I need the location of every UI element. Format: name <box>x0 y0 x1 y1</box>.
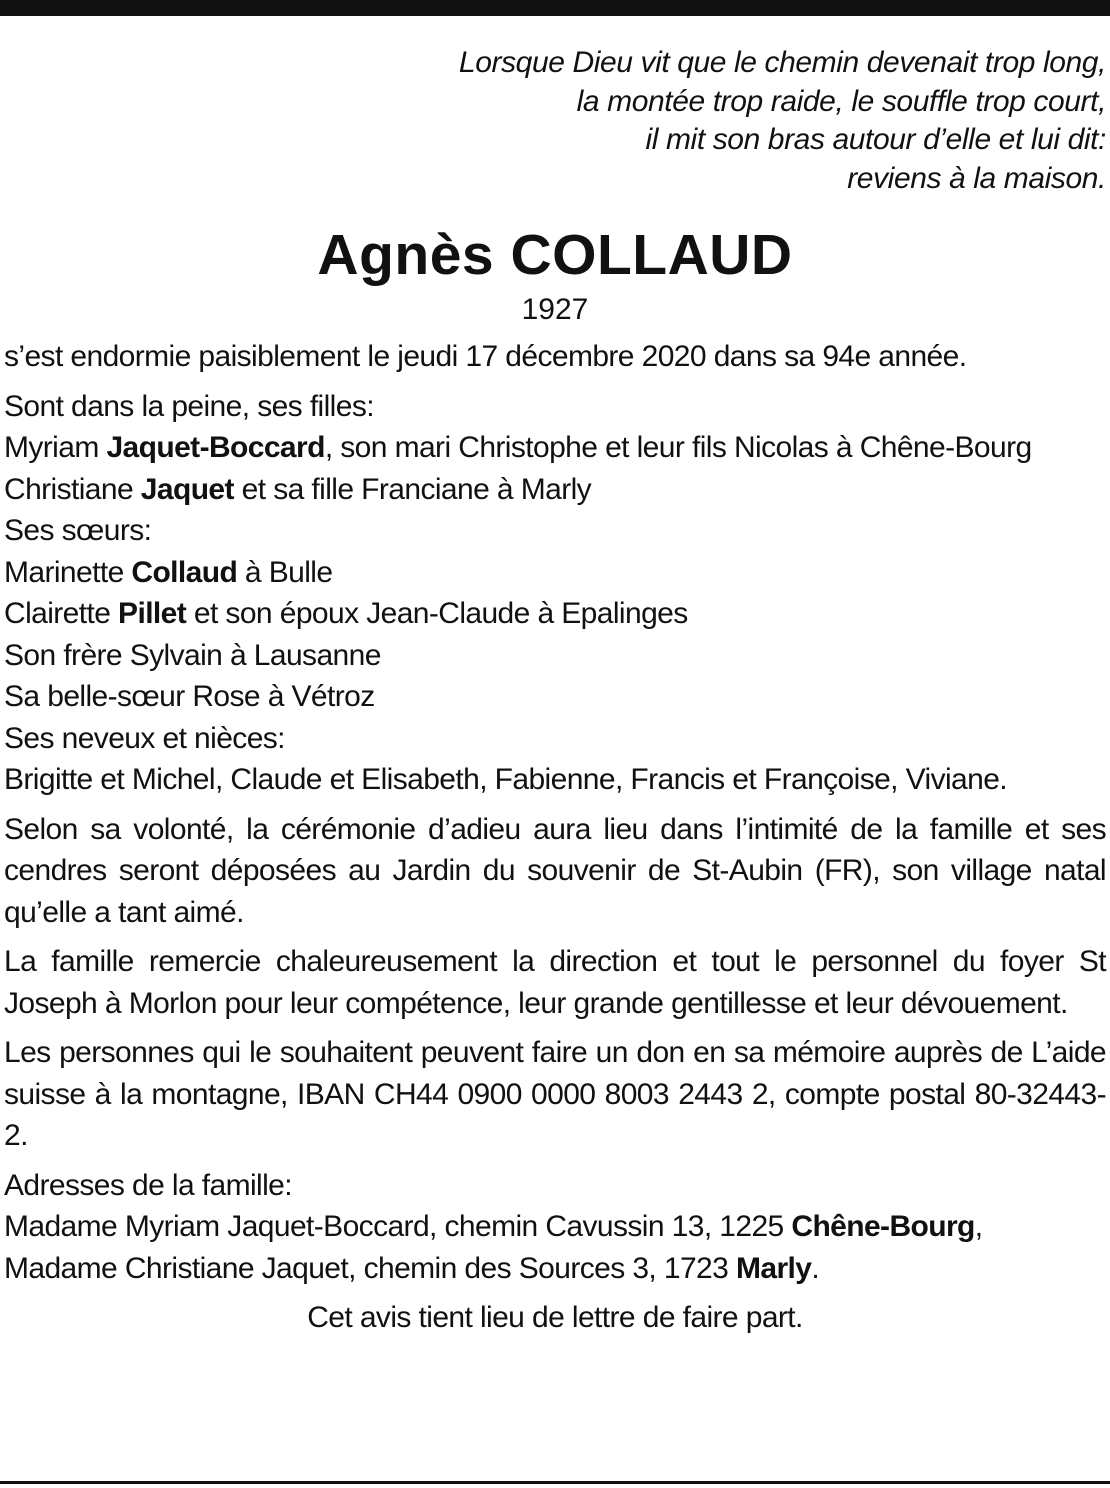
bottom-border <box>0 1481 1110 1484</box>
addresses-heading: Adresses de la famille: <box>4 1168 293 1202</box>
address-city: Chêne-Bourg <box>791 1210 975 1243</box>
address-city: Marly <box>735 1251 812 1285</box>
nephews-heading: Ses neveux et nièces: <box>4 721 285 755</box>
surname: Pillet <box>118 597 187 630</box>
donation-paragraph: Les personnes qui le souhaitent peuvent faire un don en sa mémoire auprès de L’aide suisse à la montagne, IBAN CH44 0900 0000 8003 2443 2, compte postal 80-32443-2. <box>4 1036 1106 1152</box>
content <box>4 44 1106 1339</box>
member-details: , son mari Christophe et leur fils Nicolas à Chêne-Bourg <box>324 431 1032 464</box>
announcement: s’est endormie paisiblement le jeudi 17 décembre 2020 dans sa 94e année. <box>4 340 967 373</box>
surname: Collaud <box>131 555 238 589</box>
sisters-heading: Ses sœurs: <box>4 514 152 547</box>
family-member <box>4 552 1106 594</box>
daughters-heading: Sont dans la peine, ses filles: <box>4 389 374 423</box>
first-name: Myriam <box>4 431 107 464</box>
member-details: à Bulle <box>237 555 333 589</box>
poem-line: il mit son bras autour d’elle et lui dit: <box>645 123 1106 156</box>
family-address <box>4 1248 1106 1290</box>
family-member: Sa belle-sœur Rose à Vétroz <box>4 680 375 713</box>
first-name: Marinette <box>4 555 132 589</box>
address-end: . <box>811 1251 820 1285</box>
deceased-name: Agnès COLLAUD <box>317 223 793 287</box>
address-end: , <box>974 1210 983 1243</box>
first-name: Christiane <box>4 472 141 506</box>
poem-line: la montée trop raide, le souffle trop court, <box>576 84 1106 118</box>
notice-body <box>4 336 1106 1339</box>
family-member <box>4 469 1106 511</box>
address-text: Madame Myriam Jaquet-Boccard, chemin Cavussin 13, 1225 <box>4 1210 792 1243</box>
nephews-list: Brigitte et Michel, Claude et Elisabeth, Fabienne, Francis et Françoise, Viviane. <box>4 763 1008 796</box>
family-member <box>4 593 1106 635</box>
family-member <box>4 427 1106 469</box>
member-details: et sa fille Franciane à Marly <box>233 472 592 506</box>
family-address <box>4 1206 1106 1248</box>
birth-year: 1927 <box>521 293 589 326</box>
surname: Jaquet <box>140 472 234 506</box>
poem <box>4 44 1106 198</box>
top-border <box>0 0 1110 16</box>
thanks-paragraph: La famille remercie chaleureusement la direction et tout le personnel du foyer St Joseph à Morlon pour leur compétence, leur grande gentillesse et leur dévouement. <box>4 945 1106 1020</box>
member-details: et son époux Jean-Claude à Epalinges <box>186 597 688 630</box>
first-name: Clairette <box>4 597 119 630</box>
surname: Jaquet-Boccard <box>106 431 325 464</box>
poem-line: Lorsque Dieu vit que le chemin devenait trop long, <box>458 46 1106 79</box>
closing-note: Cet avis tient lieu de lettre de faire part. <box>307 1301 803 1334</box>
poem-line: reviens à la maison. <box>847 161 1106 195</box>
address-text: Madame Christiane Jaquet, chemin des Sources 3, 1723 <box>4 1251 736 1285</box>
family-member: Son frère Sylvain à Lausanne <box>4 638 381 672</box>
ceremony-paragraph: Selon sa volonté, la cérémonie d’adieu aura lieu dans l’intimité de la famille et ses cendres seront déposées au Jardin du souvenir de St-Aubin (FR), son village natal qu’elle a tant aimé. <box>4 812 1106 929</box>
